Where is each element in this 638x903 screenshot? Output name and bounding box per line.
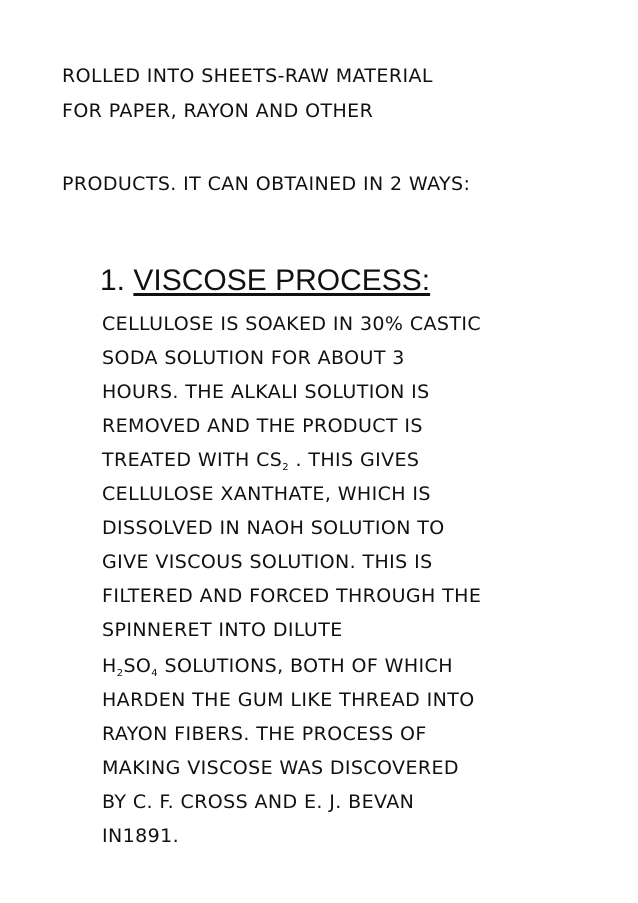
body-line: MAKING VISCOSE WAS DISCOVERED: [102, 757, 459, 779]
body-text: SO: [123, 655, 152, 677]
body-line: SODA SOLUTION FOR ABOUT 3: [102, 347, 405, 369]
subscript: 4: [151, 668, 159, 679]
intro-line: FOR PAPER, RAYON AND OTHER: [62, 100, 374, 122]
body-line: CELLULOSE XANTHATE, WHICH IS: [102, 483, 431, 505]
body-line: [102, 448, 419, 472]
body-line: FILTERED AND FORCED THROUGH THE: [102, 585, 482, 607]
body-line: RAYON FIBERS. THE PROCESS OF: [102, 723, 427, 745]
body-line: HARDEN THE GUM LIKE THREAD INTO: [102, 689, 475, 711]
body-line: [102, 654, 453, 678]
intro-line: PRODUCTS. IT CAN OBTAINED IN 2 WAYS:: [62, 173, 471, 195]
section-number: 1.: [100, 264, 126, 297]
body-line: GIVE VISCOUS SOLUTION. THIS IS: [102, 551, 433, 573]
subscript: 2: [116, 668, 124, 679]
body-line: DISSOLVED IN NAOH SOLUTION TO: [102, 517, 445, 539]
section-heading: [100, 263, 430, 299]
body-line: SPINNERET INTO DILUTE: [102, 619, 343, 641]
intro-line: ROLLED INTO SHEETS-RAW MATERIAL: [62, 65, 433, 87]
body-line: CELLULOSE IS SOAKED IN 30% CASTIC: [102, 313, 482, 335]
body-text: SOLUTIONS, BOTH OF WHICH: [158, 655, 453, 677]
body-line: BY C. F. CROSS AND E. J. BEVAN: [102, 791, 415, 813]
body-text: . THIS GIVES: [289, 449, 420, 471]
body-text: TREATED WITH CS: [102, 449, 283, 471]
body-line: REMOVED AND THE PRODUCT IS: [102, 415, 423, 437]
section-title: VISCOSE PROCESS:: [133, 264, 431, 297]
subscript: 2: [282, 462, 290, 473]
body-line: IN1891.: [102, 825, 180, 847]
body-text: H: [102, 655, 117, 677]
body-line: HOURS. THE ALKALI SOLUTION IS: [102, 381, 430, 403]
